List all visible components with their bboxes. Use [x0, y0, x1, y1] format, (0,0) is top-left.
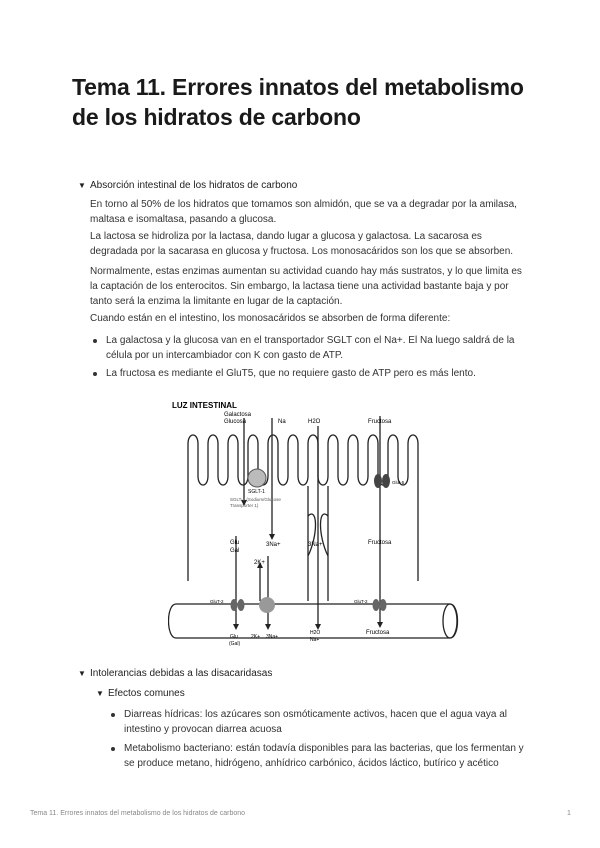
label-sglt1-desc2: Transporter 1) — [230, 503, 259, 508]
paragraph-enzimas: Normalmente, estas enzimas aumentan su actividad cuando hay más sustratos, y lo que limita es la captación de los enterocitos. Sin embargo, la lactasa tiene una actividad bastante baja y por tanto será la enzima la limitante en lugar de la captación. — [90, 266, 522, 307]
toggle-absorcion[interactable] — [78, 179, 297, 193]
glut5-transporter-right — [382, 474, 390, 488]
label-sglt1-desc: SGLT-1 (Sodium/Glucose — [230, 497, 281, 502]
label-fructosa-top: Fructosa — [368, 419, 392, 425]
toggle-efectos-label: Efectos comunes — [108, 688, 185, 699]
toggle-intolerancias-label: Intolerancias debidas a las disacaridasas — [90, 668, 273, 679]
paragraph-lactosa: La lactosa se hidroliza por la lactasa, dando lugar a glucosa y galactosa. La sacarosa es degradada por la sacarasa en glucosa y fructosa. Los monosacáridos son los que se absorben. — [90, 231, 514, 257]
label-na-bottom: Na+ — [310, 637, 320, 643]
label-fructosa-bottom: Fructosa — [366, 630, 390, 636]
list-item-metabolismo — [124, 741, 524, 771]
label-h2o-bottom: H2O — [310, 630, 321, 636]
list-item-glut5-text: La fructosa es mediante el GluT5, que no requiere gasto de ATP pero es más lento. — [106, 368, 476, 379]
toggle-efectos-comunes[interactable] — [96, 687, 185, 701]
label-3na-bottom: 3Na+ — [266, 634, 279, 640]
label-3na: 3Na+ — [266, 542, 281, 548]
list-item-glut5 — [106, 366, 526, 381]
list-item-metabolismo-text: Metabolismo bacteriano: están todavía disponibles para las bacterias, que los fermentan y se produce metano, hidrógeno, anhídrico carbónico, ácidos láctico, butírico y acético — [124, 743, 524, 769]
label-glu-bottom: Glu — [230, 634, 238, 640]
bullet-dot-icon — [93, 372, 97, 376]
list-item-diarreas — [124, 707, 524, 737]
intestinal-absorption-figure — [168, 396, 468, 646]
label-3na-mid: 3Na+ — [308, 542, 323, 548]
triangle-down-icon: ▼ — [96, 689, 104, 698]
triangle-down-icon: ▼ — [78, 181, 86, 190]
page-title: Tema 11. Errores innatos del metabolismo de los hidratos de carbono — [72, 74, 524, 130]
glut2-transporter-c — [373, 599, 380, 611]
label-2k: 2K+ — [254, 560, 265, 566]
label-gal-bottom: (Gal) — [229, 641, 241, 646]
glut2-transporter-b — [238, 599, 245, 611]
list-item-diarreas-text: Diarreas hídricas: los azúcares son osmóticamente activos, hacen que el agua vaya al intestino y provocan diarrea acuosa — [124, 709, 507, 735]
enterocyte-diagram — [168, 396, 468, 646]
label-sglt1: SGLT-1 — [248, 489, 265, 495]
label-luz-intestinal: LUZ INTESTINAL — [172, 401, 237, 410]
bullet-dot-icon — [93, 339, 97, 343]
bullet-dot-icon — [111, 747, 115, 751]
label-glut5: Glut-5 — [392, 480, 405, 485]
paragraph-almidon: En torno al 50% de los hidratos que tomamos son almidón, que se va a degradar por la amilasa, maltasa e isomaltasa, pasando a glucosa. — [90, 199, 517, 225]
sglt1-transporter — [248, 469, 266, 487]
glut5-transporter-left — [374, 474, 382, 488]
na-k-pump — [259, 597, 275, 613]
label-2k-bottom: 2K+ — [251, 634, 261, 640]
label-glucosa: Glucosa — [224, 419, 247, 425]
page-footer: Tema 11. Errores innatos del metabolismo de los hidratos de carbono — [30, 810, 246, 817]
page-number: 1 — [567, 810, 571, 817]
toggle-absorcion-label: Absorción intestinal de los hidratos de carbono — [90, 180, 298, 191]
label-h2o-top: H2O — [308, 419, 321, 425]
glut2-transporter-a — [231, 599, 238, 611]
label-glut2-right: GluT-2 — [354, 599, 368, 604]
label-glu: Glu — [230, 540, 240, 546]
label-galactosa: Galactosa — [224, 412, 252, 418]
brush-border-outline — [188, 435, 418, 581]
bullet-dot-icon — [111, 713, 115, 717]
label-na-top: Na — [278, 419, 286, 425]
label-gal: Gal — [230, 548, 240, 554]
label-fructosa-mid: Fructosa — [368, 540, 392, 546]
list-item-sglt — [106, 333, 526, 363]
list-item-sglt-text: La galactosa y la glucosa van en el transportador SGLT con el Na+. El Na luego saldrá de la célula por un intercambiador con K con gasto de ATP. — [106, 335, 515, 361]
toggle-intolerancias[interactable] — [78, 667, 272, 681]
label-glut2-left: GluT-2 — [210, 599, 224, 604]
paragraph-monosacaridos: Cuando están en el intestino, los monosacáridos se absorben de forma diferente: — [90, 313, 451, 324]
triangle-down-icon: ▼ — [78, 669, 86, 678]
glut2-transporter-d — [380, 599, 387, 611]
